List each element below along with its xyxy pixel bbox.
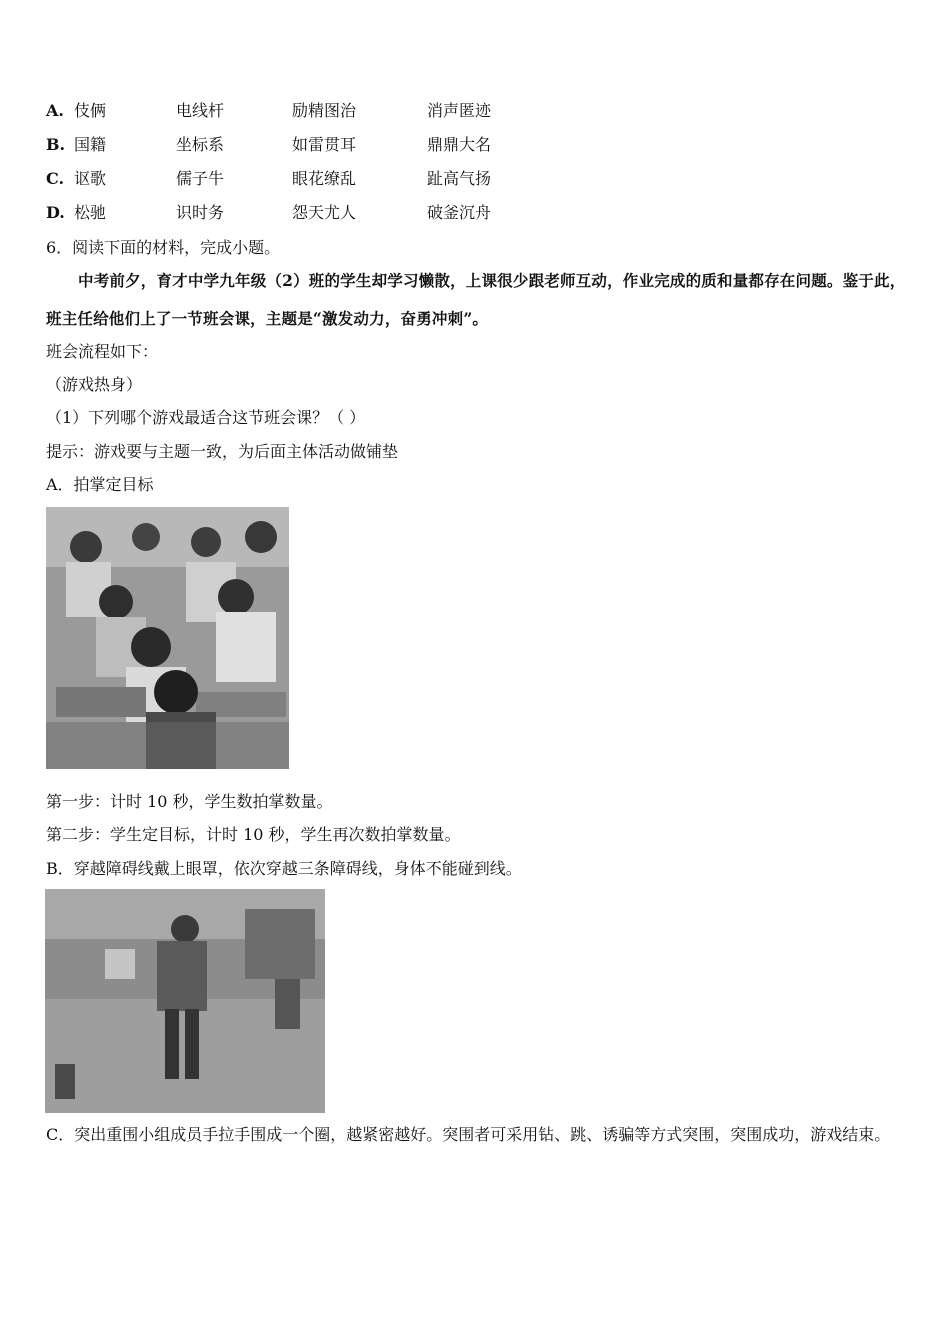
- option-word: 破釜沉舟: [427, 203, 492, 222]
- passage-text: 中考前夕，育才中学九年级（2）班的学生却学习懒散，上课很少跟老师互动，作业完成的质和量都存在问题。鉴于此，班主任给他们上了一节班会课，主题是“激发动力，奋勇冲刺”。: [46, 271, 906, 328]
- flow-label: 班会流程如下：: [46, 342, 159, 361]
- option-row-b: [46, 135, 646, 155]
- photo-classroom-clapping: [46, 507, 289, 769]
- option-word: 鼎鼎大名: [427, 135, 492, 154]
- option-word: 坐标系: [176, 135, 225, 154]
- option-row-d: [46, 203, 646, 223]
- option-row-c: [46, 169, 646, 189]
- photo-blindfold-walk: [45, 889, 325, 1113]
- option-word: 如雷贯耳: [292, 135, 357, 154]
- option-b-text: B．穿越障碍线戴上眼罩，依次穿越三条障碍线，身体不能碰到线。: [46, 859, 522, 878]
- option-word: 趾高气扬: [427, 169, 492, 188]
- option-word: 怨天尤人: [292, 203, 357, 222]
- option-word: 励精图治: [292, 101, 357, 120]
- option-letter: C.: [46, 169, 65, 188]
- option-row-a: [46, 101, 646, 121]
- option-c-text: C．突出重围小组成员手拉手围成一个圈，越紧密越好。突围者可采用钻、跳、诱骗等方式突围，突围成功，游戏结束。: [46, 1125, 891, 1144]
- question-6-title: 6．阅读下面的材料，完成小题。: [46, 238, 281, 257]
- option-word: 眼花缭乱: [292, 169, 357, 188]
- option-word: 消声匿迹: [427, 101, 492, 120]
- option-letter: A.: [46, 101, 64, 120]
- section-heading: （游戏热身）: [46, 375, 143, 394]
- photo-classroom-graphic: [46, 507, 289, 769]
- option-word: 松驰: [74, 203, 107, 222]
- step-1: 第一步：计时 10 秒，学生数拍掌数量。: [46, 792, 333, 811]
- photo-outdoor-graphic: [45, 889, 325, 1113]
- option-a-label: A．拍掌定目标: [46, 475, 154, 494]
- step-2: 第二步：学生定目标，计时 10 秒，学生再次数拍掌数量。: [46, 825, 461, 844]
- option-word: 识时务: [176, 203, 225, 222]
- option-word: 电线杆: [176, 101, 225, 120]
- sub-question: （1）下列哪个游戏最适合这节班会课？（ ）: [46, 408, 366, 427]
- option-word: 伎俩: [74, 101, 107, 120]
- passage: [46, 262, 908, 338]
- option-word: 讴歌: [74, 169, 107, 188]
- option-word: 儒子牛: [176, 169, 225, 188]
- option-word: 国籍: [74, 135, 107, 154]
- option-letter: B.: [46, 135, 66, 154]
- hint: 提示：游戏要与主题一致，为后面主体活动做铺垫: [46, 442, 399, 461]
- option-letter: D.: [46, 203, 65, 222]
